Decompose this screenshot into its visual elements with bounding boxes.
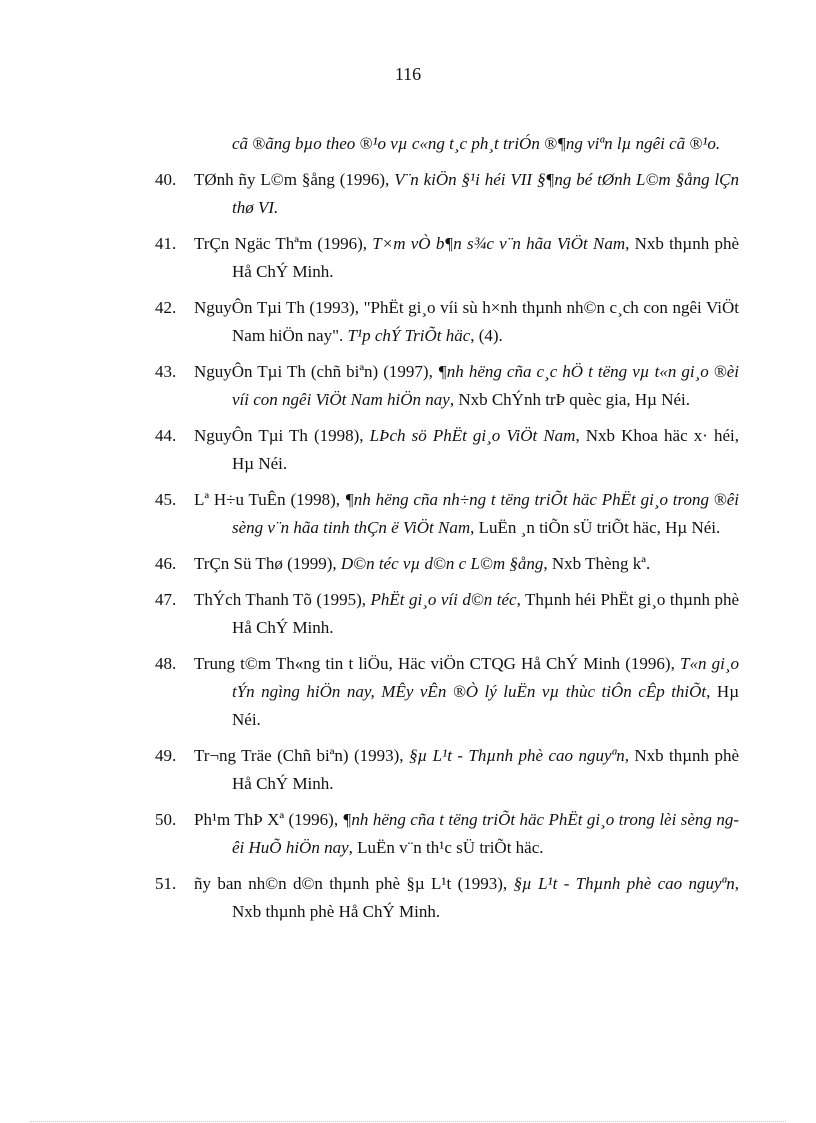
reference-title: §µ L¹t - Thµnh phè cao nguyªn (408, 746, 625, 765)
reference-item (155, 806, 739, 862)
reference-number: 43. (155, 362, 177, 381)
reference-number: 48. (155, 654, 177, 673)
reference-number: 44. (155, 426, 177, 445)
reference-publisher: , Nxb thµnh phè Hå ChÝ Minh. (232, 234, 740, 281)
reference-title: T×m vÒ b¶n s¾c v¨n hãa ViÖt Nam (372, 234, 626, 253)
reference-title: T¹p chÝ TriÕt häc (347, 326, 471, 345)
page-number: 116 (394, 64, 422, 84)
reference-publisher: , Nxb Thèng kª. (543, 554, 651, 573)
reference-author: NguyÔn Tµi Th (chñ biªn) (1997), (194, 362, 438, 381)
reference-author: Tr¬ng Träe (Chñ biªn) (1993), (194, 746, 409, 765)
reference-author: Lª H÷u TuÊn (1998), (194, 490, 345, 509)
reference-item (155, 166, 739, 222)
reference-publisher: , Thµnh héi PhËt gi¸o thµnh phè Hå ChÝ Minh. (232, 590, 739, 637)
reference-item (155, 358, 739, 414)
reference-publisher: , Nxb thµnh phè Hå ChÝ Minh. (232, 746, 740, 793)
reference-publisher: , Nxb thµnh phè Hå ChÝ Minh. (232, 874, 739, 921)
reference-title: T«n gi¸o tÝn ngìng hiÖn nay, MÊy vÊn ®Ò lý luËn vµ thùc tiÔn cÊp thiÕt (232, 654, 739, 701)
reference-author: NguyÔn Tµi Th (1993), "PhËt gi¸o víi sù h×nh thµnh nh©n c¸ch con ngêi ViÖt Nam hiÖn nay". (194, 298, 739, 345)
reference-author: TrÇn Ngäc Thªm (1996), (194, 234, 373, 253)
reference-item (155, 422, 739, 478)
reference-publisher: , Hµ Néi. (232, 682, 740, 729)
reference-title: ¶nh hëng cña t tëng triÕt häc PhËt gi¸o trong lèi sèng ngêi HuÕ hiÖn nay (232, 810, 739, 857)
reference-publisher: , Nxb Khoa häc x· héi, Hµ Néi. (232, 426, 739, 473)
reference-author: TØnh ñy L©m §ång (1996), (194, 170, 395, 189)
reference-author: NguyÔn Tµi Th (1998), (194, 426, 370, 445)
reference-item (155, 650, 739, 734)
reference-title: D©n téc vµ d©n c L©m §ång (340, 554, 544, 573)
reference-number: 47. (155, 590, 177, 609)
page-bottom-rule (30, 1121, 786, 1122)
reference-title: cã ®ãng bµo theo ®¹o vµ c«ng t¸c ph¸t triÓn ®¶ng viªn lµ ngêi cã ®¹o. (232, 134, 721, 153)
reference-title: ¶nh hëng cña c¸c hÖ t tëng vµ t«n gi¸o ®èi víi con ngêi ViÖt Nam hiÖn nay (232, 362, 739, 409)
reference-number: 49. (155, 746, 177, 765)
reference-title: LÞch sö PhËt gi¸o ViÖt Nam (369, 426, 576, 445)
reference-author: Trung t©m Th«ng tin t liÖu, Häc viÖn CTQG Hå ChÝ Minh (1996), (194, 654, 680, 673)
reference-number: 40. (155, 170, 177, 189)
reference-publisher: , (4). (470, 326, 503, 345)
reference-continuation (155, 130, 739, 158)
reference-item (155, 294, 739, 350)
reference-item (155, 486, 739, 542)
reference-number: 42. (155, 298, 177, 317)
reference-item (155, 586, 739, 642)
reference-item (155, 870, 739, 926)
reference-publisher: , LuËn ¸n tiÕn sÜ triÕt häc, Hµ Néi. (470, 518, 721, 537)
reference-author: TrÇn Sü Thø (1999), (194, 554, 341, 573)
reference-title: ¶nh hëng cña nh÷ng t tëng triÕt häc PhËt gi¸o trong ®êi sèng v¨n hãa tinh thÇn ë ViÖt Nam (232, 490, 739, 537)
reference-number: 45. (155, 490, 177, 509)
reference-list (155, 130, 739, 934)
reference-author: ThÝch Thanh Tõ (1995), (194, 590, 371, 609)
reference-number: 41. (155, 234, 177, 253)
reference-author: ñy ban nh©n d©n thµnh phè §µ L¹t (1993), (194, 874, 514, 893)
reference-number: 51. (155, 874, 177, 893)
reference-number: 50. (155, 810, 177, 829)
reference-author: Ph¹m ThÞ Xª (1996), (194, 810, 343, 829)
reference-title: §µ L¹t - Thµnh phè cao nguyªn (513, 874, 735, 893)
reference-title: PhËt gi¸o víi d©n téc (370, 590, 517, 609)
reference-item (155, 742, 739, 798)
reference-publisher: , LuËn v¨n th¹c sÜ triÕt häc. (348, 838, 544, 857)
reference-publisher: , Nxb ChÝnh trÞ quèc gia, Hµ Néi. (449, 390, 691, 409)
reference-item (155, 550, 739, 578)
reference-title: V¨n kiÖn §¹i héi VII §¶ng bé tØnh L©m §ång lÇn thø VI. (232, 170, 740, 217)
reference-number: 46. (155, 554, 177, 573)
reference-item (155, 230, 739, 286)
